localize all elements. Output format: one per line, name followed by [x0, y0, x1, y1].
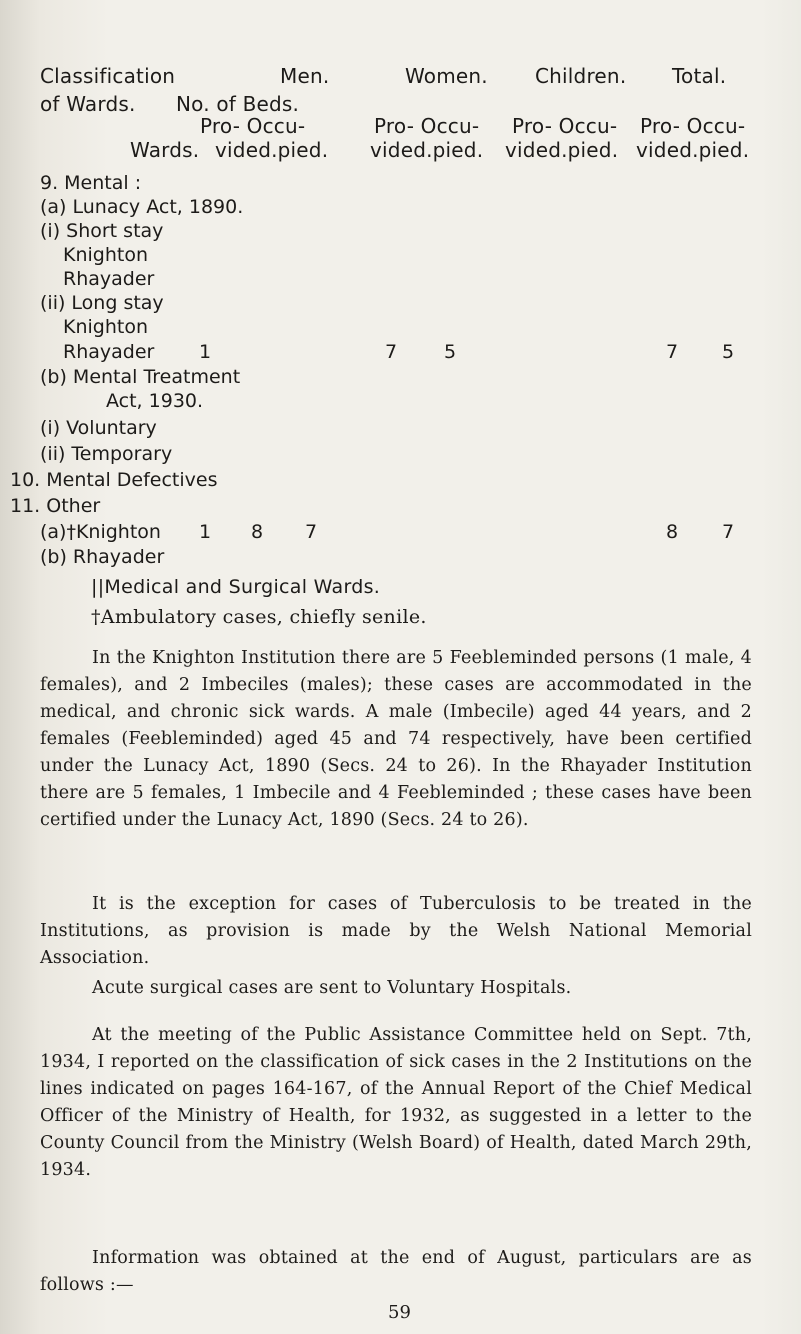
row-label: 11. Other: [10, 495, 101, 517]
row-label: Act, 1930.: [106, 390, 204, 412]
header-men-vided-pied: vided.pied.: [215, 138, 329, 162]
cell-wards: 1: [199, 341, 212, 363]
cell-total-occupied: 7: [722, 521, 735, 543]
row-label: Rhayader: [63, 268, 155, 290]
row-label: (b) Mental Treatment: [40, 366, 241, 388]
header-women-pro-occu: Pro- Occu-: [374, 114, 480, 138]
row-label: 9. Mental :: [40, 172, 142, 194]
header-women: Women.: [405, 64, 488, 88]
footnote-medical: ||Medical and Surgical Wards.: [91, 576, 381, 598]
row-label: (a) Lunacy Act, 1890.: [40, 196, 244, 218]
row-label: (a)†Knighton: [40, 521, 161, 543]
header-classification-2: of Wards.: [40, 92, 136, 116]
header-men-pro-occu: Pro- Occu-: [200, 114, 306, 138]
paragraph: Acute surgical cases are sent to Voluntary Hospitals.: [92, 978, 572, 998]
header-children: Children.: [535, 64, 627, 88]
header-children-pro-occu: Pro- Occu-: [512, 114, 618, 138]
cell-wards: 1: [199, 521, 212, 543]
header-no-of-beds: No. of Beds.: [176, 92, 300, 116]
header-wards: Wards.: [130, 138, 200, 162]
cell-men-occupied: 7: [305, 521, 318, 543]
footnote-ambulatory: †Ambulatory cases, chiefly senile.: [91, 606, 427, 628]
paragraph: At the meeting of the Public Assistance Committee held on Sept. 7th, 1934, I reported on the classification of sick cases in the 2 Institutions on the lines indicated on pages 164-167, of the Annual Report of the Chief Medical Officer of the Ministry of Health, for 1932, as suggested in a letter to the County Council from the Ministry (Welsh Board) of Health, dated March 29th, 1934.: [40, 1025, 752, 1180]
row-label: (i) Short stay: [40, 220, 164, 242]
header-total-pro-occu: Pro- Occu-: [640, 114, 746, 138]
page-number: 59: [388, 1302, 411, 1323]
header-men: Men.: [280, 64, 330, 88]
cell-total-provided: 7: [666, 341, 679, 363]
cell-total-provided: 8: [666, 521, 679, 543]
header-women-vided-pied: vided.pied.: [370, 138, 484, 162]
paragraph: In the Knighton Institution there are 5 Feebleminded persons (1 male, 4 females), and 2 Imbeciles (males); these cases are accommodated in the medical, and chronic sick wards. A male (Imbecile) aged 44 years, and 2 females (Feebleminded) aged 45 and 74 respectively, have been certified under the Lunacy Act, 1890 (Secs. 24 to 26). In the Rhayader Institution there are 5 females, 1 Imbecile and 4 Feebleminded ; these cases have been certified under the Lunacy Act, 1890 (Secs. 24 to 26).: [40, 648, 752, 830]
row-label: Knighton: [63, 244, 148, 266]
header-children-vided-pied: vided.pied.: [505, 138, 619, 162]
row-label: (b) Rhayader: [40, 546, 165, 568]
paragraph: It is the exception for cases of Tuberculosis to be treated in the Institutions, as provision is made by the Welsh National Memorial Association.: [40, 894, 752, 968]
row-label: (ii) Long stay: [40, 292, 164, 314]
cell-women-occupied: 5: [444, 341, 457, 363]
cell-women-provided: 7: [385, 341, 398, 363]
cell-men-provided: 8: [251, 521, 264, 543]
header-total: Total.: [672, 64, 727, 88]
row-label: (ii) Temporary: [40, 443, 173, 465]
row-label: 10. Mental Defectives: [10, 469, 218, 491]
header-classification: Classification: [40, 64, 176, 88]
cell-total-occupied: 5: [722, 341, 735, 363]
row-label: (i) Voluntary: [40, 417, 157, 439]
paragraph: Information was obtained at the end of August, particulars are as follows :—: [40, 1248, 752, 1295]
row-label: Rhayader: [63, 341, 155, 363]
header-total-vided-pied: vided.pied.: [636, 138, 750, 162]
row-label: Knighton: [63, 316, 148, 338]
